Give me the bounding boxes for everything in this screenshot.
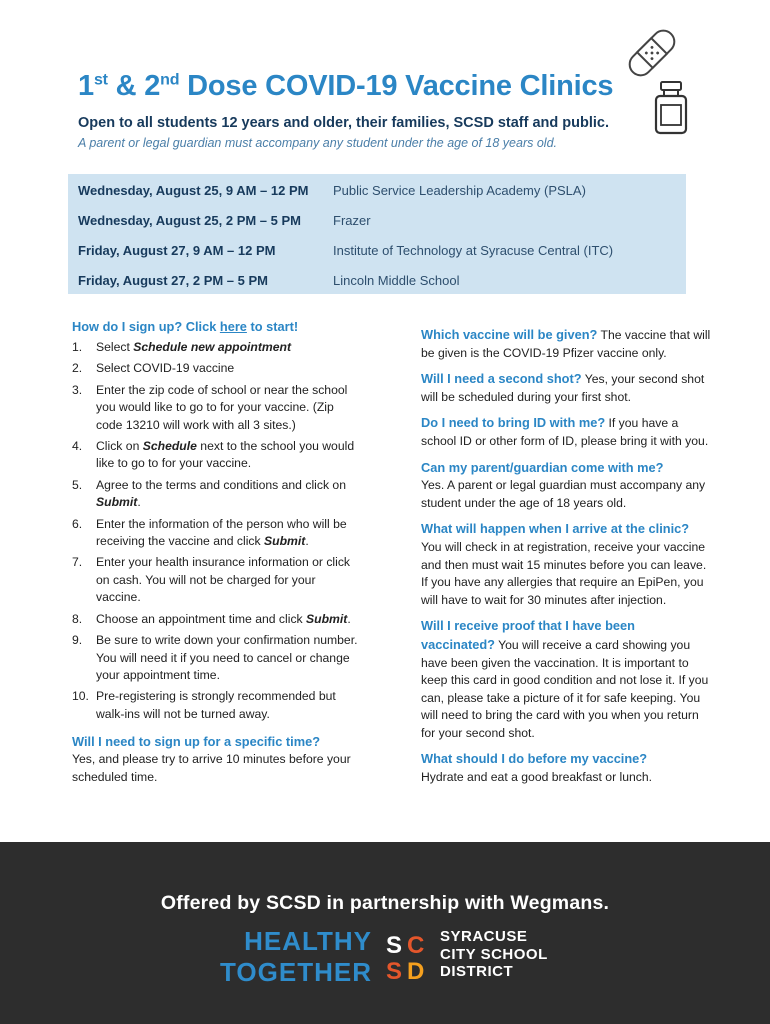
- list-item: 6. Enter the information of the person who will be receiving the vaccine and click Submit.: [72, 516, 347, 549]
- faq-column: [421, 326, 711, 795]
- faq-item: [421, 370, 711, 406]
- faq-item: [421, 459, 711, 513]
- faq-item: [421, 326, 711, 362]
- specific-time-answer: Yes, and please try to arrive 10 minutes before your scheduled time.: [72, 752, 351, 784]
- page-subtitle: Open to all students 12 years and older, their families, SCSD staff and public.: [78, 115, 609, 131]
- faq-item: [421, 750, 711, 786]
- faq-item: [421, 617, 711, 742]
- faq-question: What should I do before my vaccine?: [421, 751, 648, 767]
- signup-link[interactable]: here: [219, 319, 247, 334]
- schedule-date-time: Wednesday, August 25, 2 PM – 5 PM: [78, 213, 301, 228]
- district-name: SYRACUSE CITY SCHOOL DISTRICT: [440, 928, 548, 980]
- vaccine-vial-icon: [652, 80, 690, 136]
- faq-answer: Yes, your second shot will be scheduled during your first shot.: [421, 372, 705, 404]
- faq-answer: Hydrate and eat a good breakfast or lunch.: [421, 770, 653, 785]
- svg-text:D: D: [407, 958, 425, 982]
- specific-time-question: Will I need to sign up for a specific time?: [72, 734, 321, 750]
- schedule-location: Frazer: [333, 213, 371, 228]
- list-item: 2. Select COVID-19 vaccine: [72, 361, 235, 376]
- footer-banner: [0, 842, 770, 1024]
- schedule-location: Lincoln Middle School: [333, 273, 460, 288]
- faq-answer: Yes. A parent or legal guardian must accompany any student under the age of 18 years old.: [421, 478, 706, 510]
- healthy-together-logo-text: HEALTHY TOGETHER: [220, 926, 372, 987]
- faq-question: Can my parent/guardian come with me?: [421, 459, 664, 475]
- schedule-date-time: Friday, August 27, 9 AM – 12 PM: [78, 243, 276, 258]
- faq-answer: You will receive a card showing you have been given the vaccination. It is important to keep this card in good condition and not lose it. If you can, please take a picture of it for safe keeping. You will need to bring the card with you when you return for your second shot.: [421, 637, 709, 740]
- bandage-icon: [622, 22, 682, 84]
- list-item: 4. Click on Schedule next to the school you would like to go to for your vaccine.: [72, 439, 355, 471]
- faq-answer: If you have a school ID or other form of ID, please bring it with you.: [421, 416, 709, 448]
- signup-column: [72, 318, 362, 786]
- schedule-location: Public Service Leadership Academy (PSLA): [333, 183, 586, 198]
- list-item: 9. Be sure to write down your confirmation number. You will need it if you need to cancel or change your appointment time.: [72, 633, 358, 682]
- signup-steps-list: [72, 339, 362, 723]
- schedule-row: [68, 266, 686, 296]
- list-item: 10. Pre-registering is strongly recommended but walk-ins will not be turned away.: [72, 689, 336, 721]
- faq-question: Do I need to bring ID with me?: [421, 415, 606, 431]
- schedule-date-time: Friday, August 27, 2 PM – 5 PM: [78, 273, 268, 288]
- schedule-row: [68, 236, 686, 266]
- list-item: 8. Choose an appointment time and click Submit.: [72, 611, 351, 626]
- faq-answer: You will check in at registration, receive your vaccine and then must wait 15 minutes before you can leave. If you have any allergies that require an EpiPen, you will have to wait for 30 minutes after injection.: [421, 539, 707, 607]
- svg-text:C: C: [407, 932, 425, 959]
- scsd-logo-icon: [385, 930, 433, 982]
- faq-question: Will I receive proof that I have been vaccinated?: [421, 618, 635, 652]
- list-item: 3. Enter the zip code of school or near the school you would like to go to for your vaccine. (Zip code 13210 will work with all 3 sites.): [72, 382, 348, 432]
- page-title: 1st & 2nd Dose COVID-19 Vaccine Clinics: [78, 70, 614, 102]
- guardian-note: A parent or legal guardian must accompany any student under the age of 18 years old.: [78, 136, 558, 150]
- faq-item: [421, 414, 711, 450]
- list-item: 1. Select Schedule new appointment: [72, 340, 292, 354]
- faq-question: Will I need a second shot?: [421, 371, 582, 387]
- list-item: 7. Enter your health insurance information or click on cash. You will not be charged for your vaccine.: [72, 555, 351, 605]
- clinic-schedule-table: [68, 174, 686, 294]
- svg-text:S: S: [386, 958, 403, 982]
- list-item: 5. Agree to the terms and conditions and click on Submit.: [72, 477, 346, 510]
- faq-answer: The vaccine that will be given is the COVID-19 Pfizer vaccine only.: [421, 328, 711, 360]
- schedule-date-time: Wednesday, August 25, 9 AM – 12 PM: [78, 183, 309, 198]
- schedule-row: [68, 206, 686, 236]
- faq-question: Which vaccine will be given?: [421, 327, 598, 342]
- signup-heading: How do I sign up? Click here to start!: [72, 319, 299, 334]
- partnership-text: Offered by SCSD in partnership with Wegmans.: [160, 892, 610, 914]
- svg-text:S: S: [386, 932, 403, 959]
- faq-item: [421, 520, 711, 609]
- schedule-row: [68, 176, 686, 206]
- faq-question: What will happen when I arrive at the clinic?: [421, 521, 690, 537]
- schedule-location: Institute of Technology at Syracuse Central (ITC): [333, 243, 614, 258]
